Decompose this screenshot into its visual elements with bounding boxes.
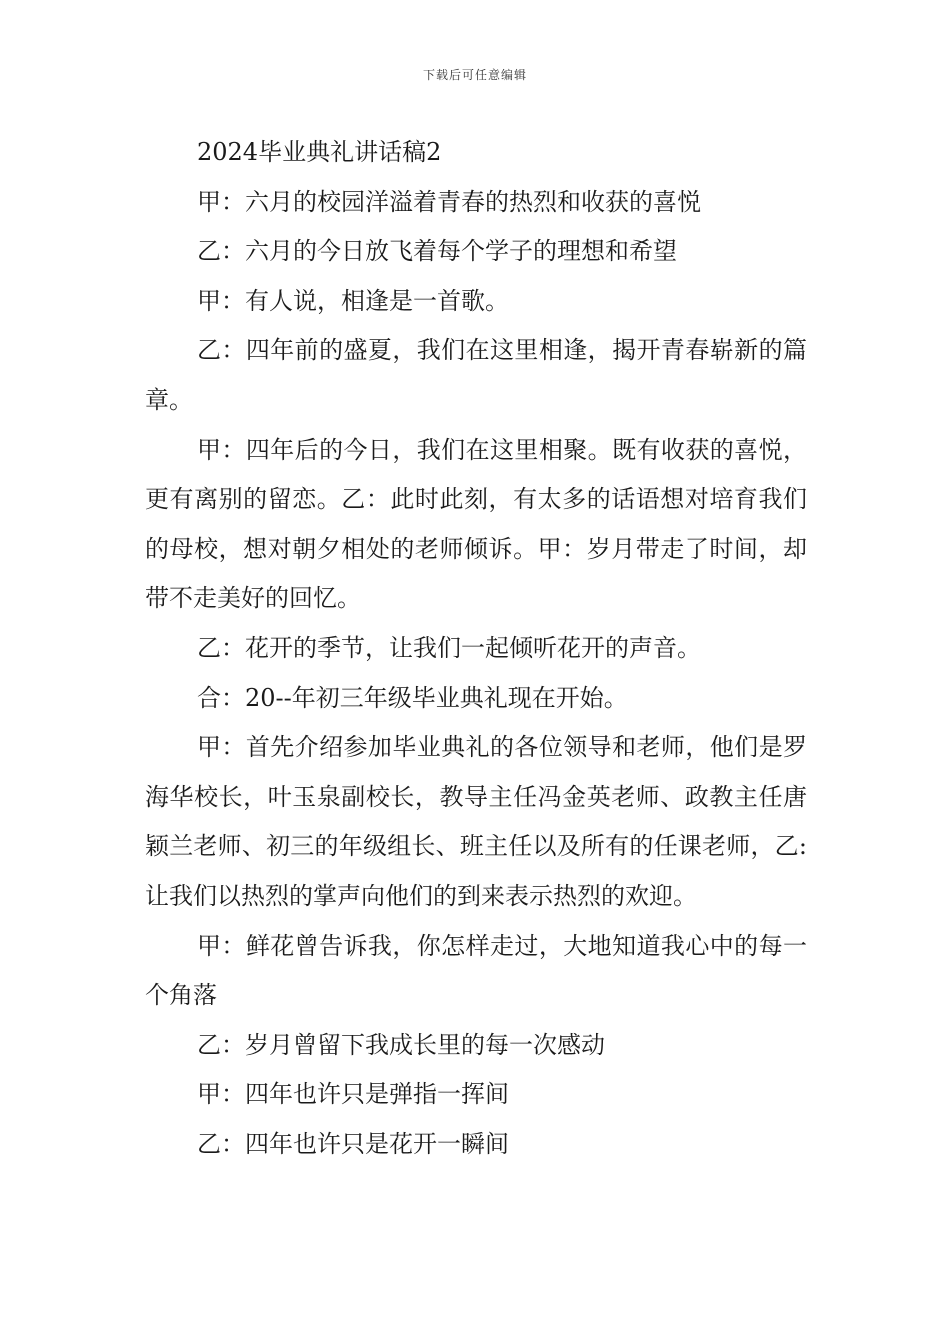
paragraph: 乙：岁月曾留下我成长里的每一次感动 (197, 1030, 605, 1059)
paragraph: 乙：四年前的盛夏，我们在这里相逢，揭开青春崭新的篇章。 (145, 336, 807, 414)
paragraph: 合：20--年初三年级毕业典礼现在开始。 (197, 683, 628, 712)
document-title: 2024毕业典礼讲话稿2 (197, 138, 442, 166)
paragraph: 乙：花开的季节，让我们一起倾听花开的声音。 (197, 633, 701, 662)
page-header-note: 下载后可任意编辑 (422, 68, 527, 82)
paragraph: 甲：首先介绍参加毕业典礼的各位领导和老师，他们是罗海华校长，叶玉泉副校长，教导主任冯金英老师、政教主任唐颖兰老师、初三的年级组长、班主任以及所有的任课老师，乙:让我们以热烈的掌声向他们的到来表示热烈的欢迎。 (145, 733, 807, 910)
paragraph: 乙：六月的今日放飞着每个学子的理想和希望 (197, 237, 677, 266)
paragraph: 甲：四年也许只是弹指一挥间 (197, 1080, 509, 1109)
paragraph: 甲：鲜花曾告诉我，你怎样走过，大地知道我心中的每一个角落 (145, 931, 807, 1010)
paragraph: 甲：有人说，相逢是一首歌。 (197, 286, 509, 315)
paragraph: 甲：四年后的今日，我们在这里相聚。既有收获的喜悦，更有离别的留恋。乙：此时此刻，有太多的话语想对培育我们的母校，想对朝夕相处的老师倾诉。甲：岁月带走了时间，却带不走美好的回忆。 (145, 435, 807, 613)
paragraph: 甲：六月的校园洋溢着青春的热烈和收获的喜悦 (197, 187, 701, 216)
document-body (145, 128, 807, 1169)
paragraph: 乙：四年也许只是花开一瞬间 (197, 1129, 509, 1158)
